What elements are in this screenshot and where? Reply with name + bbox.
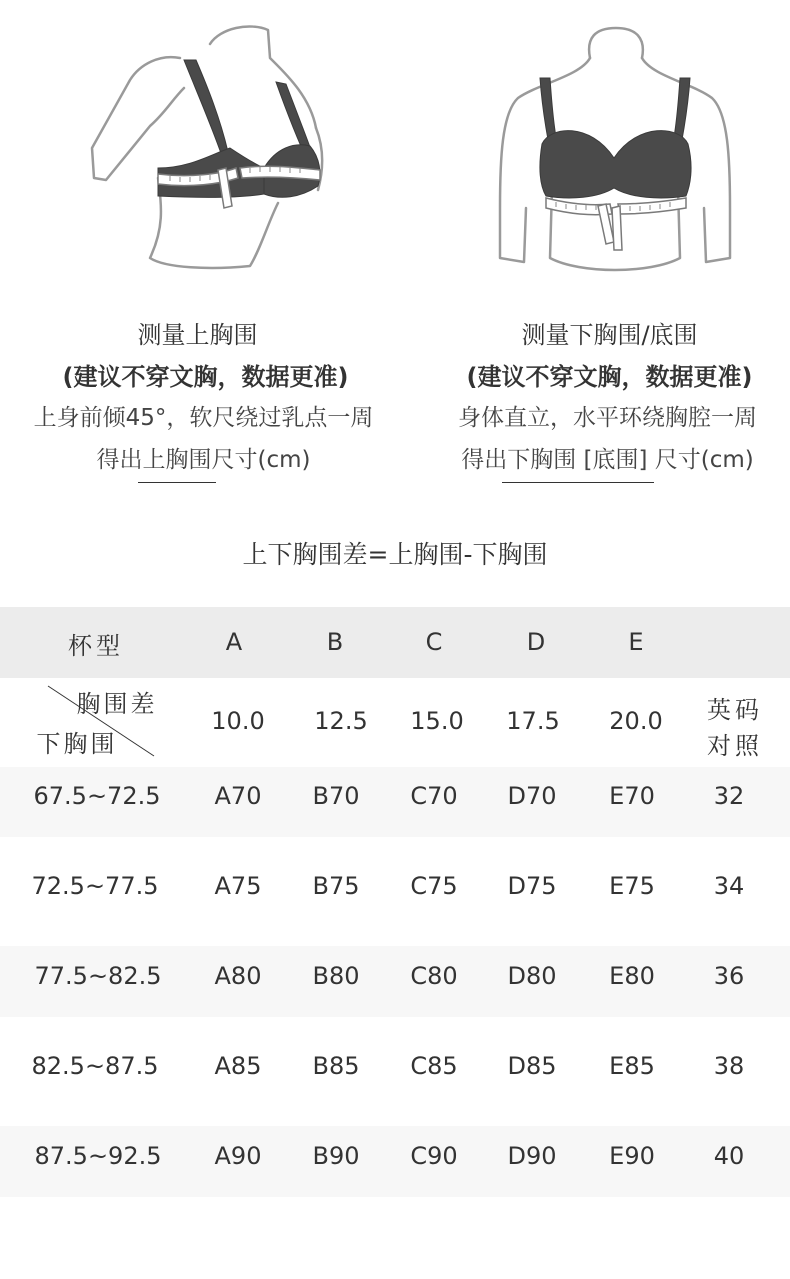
- size-d: D75: [507, 872, 557, 900]
- size-b: B80: [312, 962, 360, 990]
- under-bust-underline: [502, 482, 654, 483]
- size-b: B70: [312, 782, 360, 810]
- upper-bust-title: 测量上胸围: [137, 321, 258, 349]
- size-b: B90: [312, 1142, 360, 1170]
- under-bust-title: 测量下胸围/底围: [521, 321, 698, 349]
- size-d: D70: [507, 782, 557, 810]
- size-e: E70: [609, 782, 655, 810]
- size-c: C75: [410, 872, 458, 900]
- size-a: A85: [214, 1052, 262, 1080]
- size-e: E90: [609, 1142, 655, 1170]
- upper-bust-desc-line2: [6, 441, 401, 474]
- desc-highlight: 下胸围 [底围]: [507, 447, 648, 473]
- size-e: E80: [609, 962, 655, 990]
- desc-suffix: 尺寸(cm): [647, 447, 754, 473]
- upper-bust-note: (建议不穿文胸，数据更准): [62, 363, 349, 391]
- size-c: C80: [410, 962, 458, 990]
- diff-a: 10.0: [211, 707, 265, 735]
- cup-b: B: [326, 628, 344, 656]
- desc-prefix: 得出: [461, 447, 508, 473]
- size-e: E75: [609, 872, 655, 900]
- size-c: C85: [410, 1052, 458, 1080]
- cup-header: 杯型: [68, 632, 124, 660]
- size-d: D80: [507, 962, 557, 990]
- desc-highlight: 上胸围: [142, 447, 212, 473]
- size-b: B75: [312, 872, 360, 900]
- under-bust-note: (建议不穿文胸，数据更准): [466, 363, 753, 391]
- size-d: D90: [507, 1142, 557, 1170]
- under-bust-desc-line2: [410, 441, 790, 474]
- upper-bust-illustration: [80, 18, 340, 283]
- under-bust-range: 77.5~82.5: [34, 962, 162, 990]
- under-bust-desc-line1: 身体直立，水平环绕胸腔一周: [458, 405, 757, 431]
- bust-difference-formula: 上下胸围差=上胸围-下胸围: [242, 540, 548, 569]
- size-a: A70: [214, 782, 262, 810]
- uk-label-1: 英码: [707, 696, 763, 724]
- cup-e: E: [628, 628, 644, 656]
- uk-size: 40: [713, 1142, 745, 1170]
- cup-a: A: [225, 628, 243, 656]
- size-d: D85: [507, 1052, 557, 1080]
- under-bust-range: 67.5~72.5: [33, 782, 161, 810]
- diff-c: 15.0: [410, 707, 464, 735]
- size-e: E85: [609, 1052, 655, 1080]
- uk-size: 34: [713, 872, 745, 900]
- diff-d: 17.5: [506, 707, 560, 735]
- size-a: A90: [214, 1142, 262, 1170]
- size-c: C70: [410, 782, 458, 810]
- uk-size: 38: [713, 1052, 745, 1080]
- uk-label-2: 对照: [707, 732, 763, 760]
- size-a: A80: [214, 962, 262, 990]
- under-bust-illustration: [490, 18, 740, 283]
- size-a: A75: [214, 872, 262, 900]
- diff-label: 胸围差: [76, 690, 158, 718]
- cup-c: C: [425, 628, 443, 656]
- desc-suffix: 尺寸(cm): [211, 447, 311, 473]
- under-bust-range: 82.5~87.5: [31, 1052, 159, 1080]
- cup-d: D: [526, 628, 546, 656]
- uk-size: 32: [713, 782, 745, 810]
- under-bust-range: 87.5~92.5: [34, 1142, 162, 1170]
- size-c: C90: [410, 1142, 458, 1170]
- under-label: 下胸围: [36, 730, 118, 758]
- under-bust-range: 72.5~77.5: [31, 872, 159, 900]
- upper-bust-desc-line1: 上身前倾45°，软尺绕过乳点一周: [33, 405, 374, 431]
- diff-e: 20.0: [609, 707, 663, 735]
- size-b: B85: [312, 1052, 360, 1080]
- uk-size: 36: [713, 962, 745, 990]
- desc-prefix: 得出: [96, 447, 143, 473]
- upper-bust-underline: [138, 482, 216, 483]
- diff-b: 12.5: [314, 707, 368, 735]
